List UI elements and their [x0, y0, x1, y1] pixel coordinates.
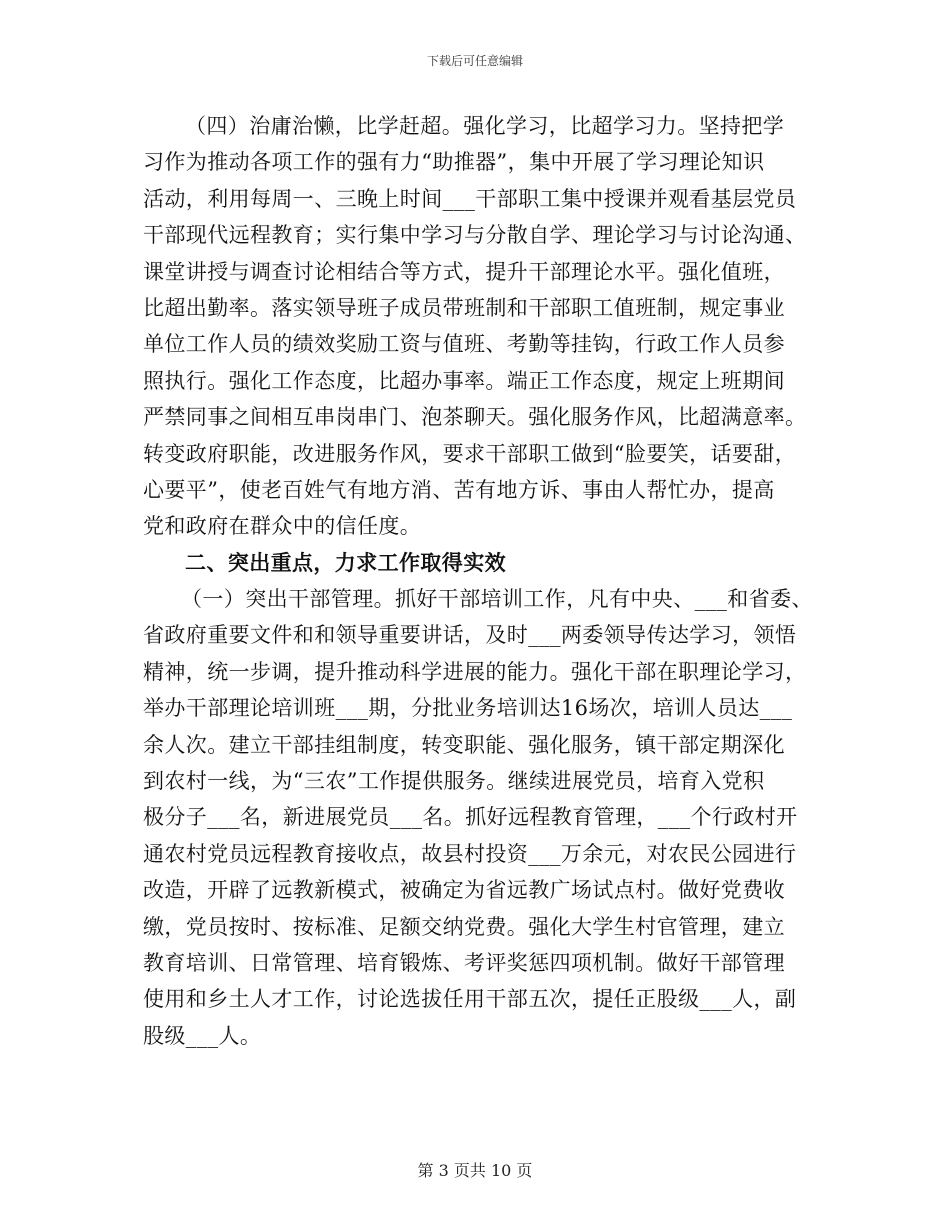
paragraph-line: 省政府重要文件和和领导重要讲话，及时___两委领导传达学习，领悟 — [143, 623, 797, 648]
page-header: 下载后可任意编辑 — [426, 54, 523, 68]
paragraph-line: 极分子___名，新进展党员___名。抓好远程教育管理，___个行政村开 — [143, 805, 798, 830]
paragraph-line: 教育培训、日常管理、培育锻炼、考评奖惩四项机制。做好干部管理 — [143, 950, 785, 975]
paragraph-line: 习作为推动各项工作的强有力“助推器”，集中开展了学习理论知识 — [143, 150, 765, 175]
paragraph-line: 到农村一线，为“三农”工作提供服务。继续进展党员，培育入党积 — [143, 769, 765, 794]
paragraph-line: 照执行。强化工作态度，比超办事率。端正工作态度，规定上班期间 — [143, 368, 785, 393]
paragraph-line: （一）突出干部管理。抓好干部培训工作，凡有中央、___和省委、 — [181, 587, 813, 612]
page-number: 第 3 页共 10 页 — [417, 1161, 533, 1180]
paragraph-line: 使用和乡土人才工作，讨论选拔任用干部五次，提任正股级___人，副 — [143, 987, 797, 1012]
paragraph-line: 活动，利用每周一、三晚上时间___干部职工集中授课并观看基层党员 — [143, 186, 797, 211]
paragraph-line: 干部现代远程教育；实行集中学习与分散自学、理论学习与讨论沟通、 — [143, 223, 807, 248]
paragraph-line: 缴，党员按时、按标准、足额交纳党费。强化大学生村官管理，建立 — [143, 914, 785, 939]
paragraph-line: 举办干部理论培训班___期，分批业务培训达16场次，培训人员达___ — [143, 696, 793, 721]
paragraph-line: （四）治庸治懒，比学赶超。强化学习，比超学习力。坚持把学 — [185, 114, 785, 138]
paragraph-line: 改造，开辟了远教新模式，被确定为省远教广场试点村。做好党费收 — [143, 878, 785, 903]
paragraph-line: 转变政府职能，改进服务作风，要求干部职工做到“脸要笑，话要甜， — [143, 441, 797, 466]
paragraph-line: 严禁同事之间相互串岗串门、泡茶聊天。强化服务作风，比超满意率。 — [143, 405, 807, 430]
paragraph-line: 余人次。建立干部挂组制度，转变职能、强化服务，镇干部定期深化 — [143, 732, 785, 757]
paragraph-line: 单位工作人员的绩效奖励工资与值班、考勤等挂钩，行政工作人员参 — [143, 332, 785, 357]
paragraph-line: 通农村党员远程教育接收点，故县村投资___万余元，对农民公园进行 — [143, 841, 797, 866]
section-heading: 二、突出重点，力求工作取得实效 — [185, 549, 506, 575]
paragraph-line: 精神，统一步调，提升推动科学进展的能力。强化干部在职理论学习， — [143, 659, 807, 684]
paragraph-line: 心要平”，使老百姓气有地方消、苦有地方诉、事由人帮忙办，提高 — [143, 477, 775, 502]
paragraph-line: 比超出勤率。落实领导班子成员带班制和干部职工值班制，规定事业 — [143, 295, 785, 320]
paragraph-line: 股级___人。 — [143, 1023, 262, 1048]
paragraph-line: 党和政府在群众中的信任度。 — [143, 514, 422, 539]
document-body — [143, 108, 823, 1054]
paragraph-line: 课堂讲授与调查讨论相结合等方式，提升干部理论水平。强化值班， — [143, 259, 785, 284]
